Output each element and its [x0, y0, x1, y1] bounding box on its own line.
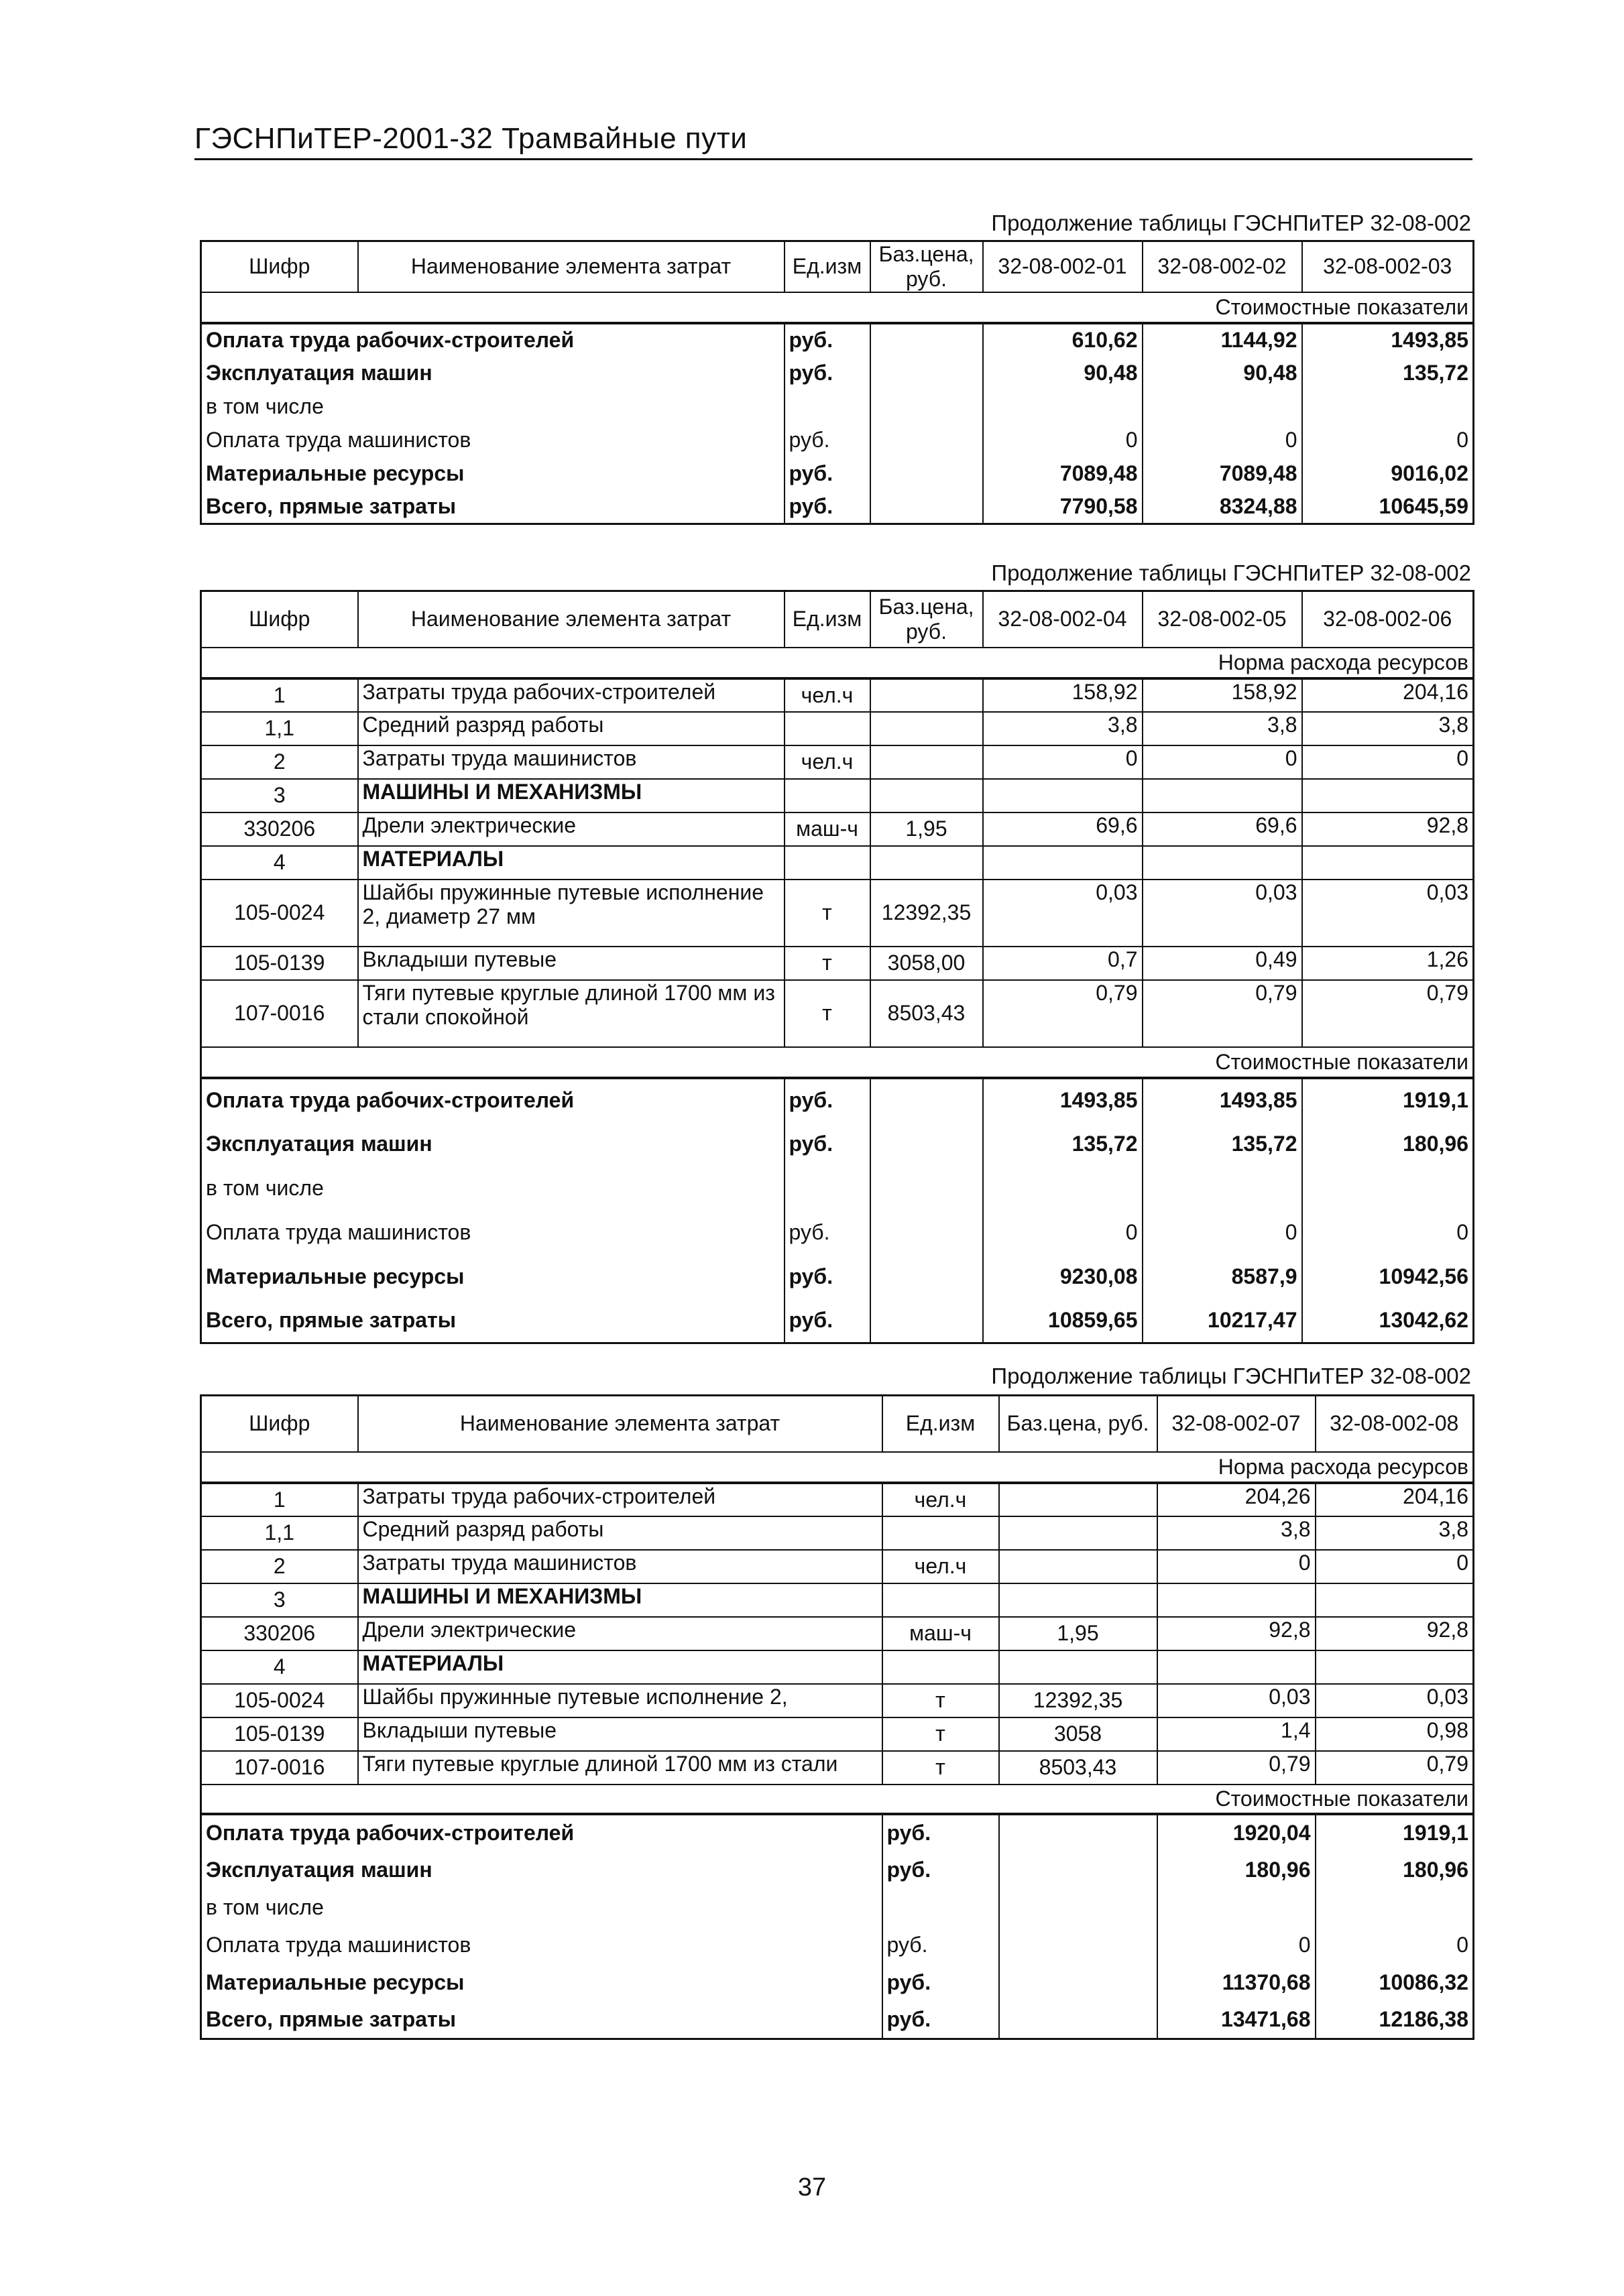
- resource-row: [201, 678, 1474, 712]
- resource-price: 3058,00: [870, 947, 983, 980]
- table3-norm-section-row: [201, 1452, 1474, 1483]
- cost-row: [201, 1255, 1474, 1299]
- cost-item-name: Материальные ресурсы: [201, 1964, 882, 2002]
- cost-item-price: [999, 1964, 1157, 2002]
- resource-code: 105-0139: [201, 1717, 358, 1751]
- cost-item-name: Эксплуатация машин: [201, 357, 785, 390]
- col-header-code-8: 32-08-002-08: [1330, 1411, 1459, 1436]
- cost-item-name: Оплата труда рабочих-строителей: [201, 1814, 882, 1852]
- resource-value: 0,79: [1157, 1751, 1316, 1785]
- cost-value: 90,48: [983, 357, 1143, 390]
- cost-item-unit: руб.: [882, 2002, 999, 2039]
- resource-name: МАТЕРИАЛЫ: [358, 1650, 882, 1684]
- resource-code: 1: [201, 678, 358, 712]
- resource-code: 1: [201, 1483, 358, 1516]
- resource-unit: т: [785, 947, 870, 980]
- resource-unit: чел.ч: [785, 678, 870, 712]
- resource-code: 107-0016: [201, 980, 358, 1047]
- cost-value: 10086,32: [1379, 1970, 1468, 1995]
- section-cost-label: Стоимостные показатели: [201, 292, 1474, 323]
- resource-code: 105-0024: [201, 1684, 358, 1717]
- cost-value: 9230,08: [983, 1255, 1143, 1299]
- resource-value: 0: [983, 745, 1143, 779]
- cost-item-price: [999, 2002, 1157, 2039]
- resource-price: [870, 779, 983, 812]
- cost-value: 1920,04: [1157, 1814, 1316, 1852]
- resource-price: [999, 1516, 1157, 1550]
- resource-price: 1,95: [870, 812, 983, 846]
- resource-value: [1316, 1583, 1474, 1617]
- cost-item-unit: руб.: [785, 424, 870, 457]
- cost-value: 8587,9: [1143, 1255, 1302, 1299]
- resource-row: [201, 1516, 1474, 1550]
- cost-value: 1493,85: [983, 1078, 1143, 1122]
- cost-item-unit: [785, 1166, 870, 1211]
- resource-code: 2: [201, 745, 358, 779]
- cost-value: 1919,1: [1302, 1078, 1474, 1122]
- cost-value: 13042,62: [1379, 1308, 1468, 1333]
- table2-norm-section-row: [201, 648, 1474, 678]
- resource-code: 4: [201, 1650, 358, 1684]
- resource-price: [870, 678, 983, 712]
- resource-price: [999, 1650, 1157, 1684]
- cost-value: [1316, 1889, 1474, 1927]
- table1-header-row: [201, 241, 1474, 292]
- resource-unit: т: [882, 1717, 999, 1751]
- header-rule: [194, 158, 1472, 160]
- cost-item-unit: руб.: [785, 357, 870, 390]
- cost-row: [201, 1964, 1474, 2002]
- resource-value: [983, 779, 1143, 812]
- resource-unit: т: [882, 1684, 999, 1717]
- resource-name: Тяги путевые круглые длиной 1700 мм из стали: [358, 1751, 882, 1785]
- cost-value: 180,96: [1403, 1132, 1468, 1156]
- resource-price: 3058: [999, 1717, 1157, 1751]
- resource-name: Затраты труда машинистов: [358, 745, 785, 779]
- resource-code: 3: [201, 779, 358, 812]
- cost-item-name: Материальные ресурсы: [201, 1255, 785, 1299]
- cost-item-price: [870, 390, 983, 424]
- cost-item-unit: руб.: [882, 1814, 999, 1852]
- cost-item-price: [999, 1927, 1157, 1964]
- resource-value: 0,03: [983, 880, 1143, 947]
- resource-price: 12392,35: [870, 880, 983, 947]
- resource-value: 0,03: [1316, 1684, 1474, 1717]
- resource-name: Затраты труда рабочих-строителей: [358, 678, 785, 712]
- cost-item-unit: руб.: [785, 457, 870, 491]
- resource-row: [201, 779, 1474, 812]
- cost-item-price: [870, 457, 983, 491]
- resource-name: Средний разряд работы: [358, 1516, 882, 1550]
- table3-header-row: [201, 1396, 1474, 1452]
- cost-item-unit: руб.: [785, 1255, 870, 1299]
- resource-value: 92,8: [1316, 1617, 1474, 1650]
- resource-value: 3,8: [1143, 712, 1302, 745]
- cost-value: 0: [983, 1211, 1143, 1255]
- cost-value: 12186,38: [1379, 2007, 1468, 2032]
- resource-row: [201, 1717, 1474, 1751]
- resource-name: МАШИНЫ И МЕХАНИЗМЫ: [358, 779, 785, 812]
- resource-code: 107-0016: [201, 1751, 358, 1785]
- resource-row: [201, 745, 1474, 779]
- resource-value: 3,8: [983, 712, 1143, 745]
- table1-section-row: [201, 292, 1474, 323]
- resource-unit: чел.ч: [882, 1483, 999, 1516]
- cost-row: [201, 2002, 1474, 2039]
- cost-value: 90,48: [1143, 357, 1302, 390]
- cost-item-price: [999, 1889, 1157, 1927]
- resource-unit: маш-ч: [785, 812, 870, 846]
- resource-value: 204,26: [1157, 1483, 1316, 1516]
- cost-value: 0: [983, 424, 1143, 457]
- cost-item-price: [870, 1255, 983, 1299]
- cost-item-name: Оплата труда машинистов: [201, 1927, 882, 1964]
- cost-item-unit: руб.: [785, 1211, 870, 1255]
- cost-item-name: Оплата труда машинистов: [201, 1211, 785, 1255]
- resource-price: 12392,35: [999, 1684, 1157, 1717]
- cost-value: 10942,56: [1379, 1264, 1468, 1289]
- col-header-price: Баз.цена, руб.: [870, 591, 983, 648]
- resource-value: 69,6: [1143, 812, 1302, 846]
- cost-item-name: Всего, прямые затраты: [201, 491, 785, 524]
- resource-row: [201, 980, 1474, 1047]
- resource-value: 0,79: [1316, 1751, 1474, 1785]
- cost-value: 135,72: [983, 1122, 1143, 1166]
- resource-price: [870, 846, 983, 880]
- resource-unit: [785, 846, 870, 880]
- resource-value: 0,79: [1302, 980, 1474, 1047]
- cost-row: [201, 424, 1474, 457]
- cost-value: 0: [1456, 1220, 1468, 1245]
- resource-unit: маш-ч: [882, 1617, 999, 1650]
- resource-value: 204,16: [1316, 1483, 1474, 1516]
- col-header-code-2: 32-08-002-02: [1143, 241, 1302, 292]
- cost-value: 11370,68: [1157, 1964, 1316, 2002]
- resource-value: 0: [1157, 1550, 1316, 1583]
- cost-value: 10859,65: [983, 1299, 1143, 1343]
- resource-row: [201, 1751, 1474, 1785]
- resource-code: 1,1: [201, 712, 358, 745]
- col-header-price: Баз.цена, руб.: [870, 241, 983, 292]
- cost-item-name: в том числе: [201, 1889, 882, 1927]
- cost-item-name: Всего, прямые затраты: [201, 2002, 882, 2039]
- cost-value: 0: [1143, 424, 1302, 457]
- col-header-code-7: 32-08-002-07: [1157, 1396, 1316, 1452]
- resource-row: [201, 1684, 1474, 1717]
- resource-unit: [785, 712, 870, 745]
- resource-code: 330206: [201, 812, 358, 846]
- resource-row: [201, 880, 1474, 947]
- cost-item-price: [870, 491, 983, 524]
- cost-item-unit: руб.: [882, 1852, 999, 1889]
- cost-item-unit: [785, 390, 870, 424]
- cost-row: [201, 1078, 1474, 1122]
- resource-name: МАТЕРИАЛЫ: [358, 846, 785, 880]
- resource-value: [983, 846, 1143, 880]
- cost-item-name: Материальные ресурсы: [201, 457, 785, 491]
- resource-code: 3: [201, 1583, 358, 1617]
- cost-value: 7790,58: [983, 491, 1143, 524]
- col-header-code: Шифр: [201, 591, 358, 648]
- table2-continuation-caption: Продолжение таблицы ГЭСНПиТЕР 32-08-002: [991, 560, 1471, 585]
- resource-price: [999, 1550, 1157, 1583]
- resource-value: 0,03: [1157, 1684, 1316, 1717]
- resource-row: [201, 712, 1474, 745]
- cost-row: [201, 1889, 1474, 1927]
- col-header-code-4: 32-08-002-04: [983, 591, 1143, 648]
- cost-row: [201, 457, 1474, 491]
- cost-value: [983, 390, 1143, 424]
- resource-value: [1157, 1650, 1316, 1684]
- section-norm-label: Норма расхода ресурсов: [201, 1452, 1474, 1483]
- resource-value: [1302, 779, 1474, 812]
- table2: [200, 590, 1474, 1344]
- cost-item-price: [870, 1078, 983, 1122]
- resource-name: Вкладыши путевые: [358, 1717, 882, 1751]
- resource-code: 2: [201, 1550, 358, 1583]
- cost-value: 0: [1456, 428, 1468, 452]
- col-header-name: Наименование элемента затрат: [358, 591, 785, 648]
- cost-item-name: Всего, прямые затраты: [201, 1299, 785, 1343]
- cost-item-price: [870, 1299, 983, 1343]
- cost-value: 0: [1157, 1927, 1316, 1964]
- table2-cost-section-row: [201, 1047, 1474, 1078]
- cost-item-price: [870, 1166, 983, 1211]
- resource-name: Средний разряд работы: [358, 712, 785, 745]
- cost-value: 1493,85: [1143, 1078, 1302, 1122]
- cost-value: 1493,85: [1302, 323, 1474, 357]
- resource-row: [201, 1650, 1474, 1684]
- resource-value: 3,8: [1302, 712, 1474, 745]
- resource-code: 330206: [201, 1617, 358, 1650]
- resource-unit: т: [785, 980, 870, 1047]
- col-header-unit: Ед.изм: [785, 591, 870, 648]
- page-title: ГЭСНПиТЕР-2001-32 Трамвайные пути: [194, 122, 748, 155]
- resource-price: [870, 712, 983, 745]
- resource-unit: т: [785, 880, 870, 947]
- cost-value: 180,96: [1157, 1852, 1316, 1889]
- cost-item-price: [999, 1852, 1157, 1889]
- resource-row: [201, 947, 1474, 980]
- cost-item-price: [870, 1211, 983, 1255]
- col-header-unit: Ед.изм: [785, 241, 870, 292]
- resource-value: 0,03: [1302, 880, 1474, 947]
- col-header-price: Баз.цена, руб.: [999, 1396, 1157, 1452]
- cost-value: 610,62: [983, 323, 1143, 357]
- cost-value: 13471,68: [1157, 2002, 1316, 2039]
- cost-item-name: в том числе: [201, 390, 785, 424]
- resource-price: 8503,43: [999, 1751, 1157, 1785]
- table3: [200, 1394, 1474, 2040]
- col-header-code: Шифр: [201, 1396, 358, 1452]
- cost-row: [201, 1814, 1474, 1852]
- cost-item-unit: руб.: [882, 1927, 999, 1964]
- resource-value: 0: [1316, 1550, 1474, 1583]
- resource-row: [201, 1483, 1474, 1516]
- cost-item-name: Эксплуатация машин: [201, 1852, 882, 1889]
- resource-value: 0,03: [1143, 880, 1302, 947]
- resource-name: Затраты труда рабочих-строителей: [358, 1483, 882, 1516]
- resource-name: Дрели электрические: [358, 812, 785, 846]
- resource-code: 105-0024: [201, 880, 358, 947]
- cost-value: 10645,59: [1379, 494, 1468, 519]
- cost-item-name: в том числе: [201, 1166, 785, 1211]
- cost-item-price: [870, 357, 983, 390]
- resource-value: [1316, 1650, 1474, 1684]
- resource-unit: [882, 1583, 999, 1617]
- table1: [200, 240, 1474, 525]
- cost-item-name: Оплата труда машинистов: [201, 424, 785, 457]
- cost-row: [201, 1211, 1474, 1255]
- cost-value: 9016,02: [1391, 461, 1468, 486]
- col-header-code-6: 32-08-002-06: [1323, 607, 1452, 631]
- resource-value: 69,6: [983, 812, 1143, 846]
- cost-value: [983, 1166, 1143, 1211]
- cost-value: 1919,1: [1316, 1814, 1474, 1852]
- col-header-name: Наименование элемента затрат: [358, 1396, 882, 1452]
- cost-item-unit: руб.: [785, 1299, 870, 1343]
- resource-price: [999, 1583, 1157, 1617]
- cost-item-price: [999, 1814, 1157, 1852]
- cost-row: [201, 1299, 1474, 1343]
- cost-value: [1143, 390, 1302, 424]
- cost-row: [201, 1166, 1474, 1211]
- col-header-code-5: 32-08-002-05: [1143, 591, 1302, 648]
- resource-unit: т: [882, 1751, 999, 1785]
- resource-value: 204,16: [1302, 678, 1474, 712]
- cost-value: 10217,47: [1143, 1299, 1302, 1343]
- resource-price: 1,95: [999, 1617, 1157, 1650]
- resource-unit: чел.ч: [785, 745, 870, 779]
- col-header-code-1: 32-08-002-01: [983, 241, 1143, 292]
- cost-value: 1144,92: [1143, 323, 1302, 357]
- cost-value: [1302, 1166, 1474, 1211]
- resource-row: [201, 1550, 1474, 1583]
- resource-name: Вкладыши путевые: [358, 947, 785, 980]
- resource-value: 0: [1143, 745, 1302, 779]
- section-cost-label: Стоимостные показатели: [201, 1047, 1474, 1078]
- cost-row: [201, 1122, 1474, 1166]
- cost-row: [201, 390, 1474, 424]
- resource-name: Затраты труда машинистов: [358, 1550, 882, 1583]
- cost-item-unit: руб.: [785, 1078, 870, 1122]
- resource-value: [1143, 846, 1302, 880]
- col-header-code: Шифр: [201, 241, 358, 292]
- col-header-name: Наименование элемента затрат: [358, 241, 785, 292]
- cost-row: [201, 357, 1474, 390]
- resource-value: 1,26: [1302, 947, 1474, 980]
- cost-value: 7089,48: [983, 457, 1143, 491]
- resource-unit: [882, 1516, 999, 1550]
- cost-value: 8324,88: [1143, 491, 1302, 524]
- cost-item-name: Оплата труда рабочих-строителей: [201, 1078, 785, 1122]
- cost-value: 135,72: [1403, 361, 1468, 385]
- resource-code: 1,1: [201, 1516, 358, 1550]
- resource-unit: [785, 779, 870, 812]
- resource-row: [201, 812, 1474, 846]
- cost-value: 0: [1456, 1933, 1468, 1957]
- resource-value: 0: [1302, 745, 1474, 779]
- cost-item-price: [870, 424, 983, 457]
- resource-value: 1,4: [1157, 1717, 1316, 1751]
- resource-value: 3,8: [1316, 1516, 1474, 1550]
- table2-header-row: [201, 591, 1474, 648]
- table1-continuation-caption: Продолжение таблицы ГЭСНПиТЕР 32-08-002: [991, 210, 1471, 235]
- resource-name: Шайбы пружинные путевые исполнение 2, диаметр 27 мм: [358, 880, 785, 947]
- resource-price: 8503,43: [870, 980, 983, 1047]
- col-header-code-3: 32-08-002-03: [1323, 254, 1452, 279]
- resource-value: 0,98: [1316, 1717, 1474, 1751]
- resource-value: 0,49: [1143, 947, 1302, 980]
- cost-item-unit: руб.: [882, 1964, 999, 2002]
- resource-name: МАШИНЫ И МЕХАНИЗМЫ: [358, 1583, 882, 1617]
- cost-value: [1302, 390, 1474, 424]
- cost-item-unit: [882, 1889, 999, 1927]
- cost-item-price: [870, 1122, 983, 1166]
- cost-value: 7089,48: [1143, 457, 1302, 491]
- cost-item-price: [870, 323, 983, 357]
- resource-value: [1157, 1583, 1316, 1617]
- cost-item-unit: руб.: [785, 323, 870, 357]
- cost-row: [201, 323, 1474, 357]
- resource-value: 3,8: [1157, 1516, 1316, 1550]
- table3-cost-section-row: [201, 1785, 1474, 1814]
- section-norm-label: Норма расхода ресурсов: [201, 648, 1474, 678]
- resource-value: 158,92: [983, 678, 1143, 712]
- resource-unit: [882, 1650, 999, 1684]
- resource-code: 4: [201, 846, 358, 880]
- resource-value: 92,8: [1157, 1617, 1316, 1650]
- cost-value: [1143, 1166, 1302, 1211]
- resource-name: Тяги путевые круглые длиной 1700 мм из стали спокойной: [358, 980, 785, 1047]
- resource-row: [201, 1583, 1474, 1617]
- resource-value: [1302, 846, 1474, 880]
- resource-name: Шайбы пружинные путевые исполнение 2,: [358, 1684, 882, 1717]
- cost-value: 180,96: [1403, 1858, 1468, 1882]
- cost-row: [201, 491, 1474, 524]
- resource-value: 0,7: [983, 947, 1143, 980]
- cost-value: 135,72: [1143, 1122, 1302, 1166]
- section-cost-label: Стоимостные показатели: [201, 1785, 1474, 1814]
- resource-price: [999, 1483, 1157, 1516]
- resource-row: [201, 846, 1474, 880]
- resource-value: 158,92: [1143, 678, 1302, 712]
- cost-value: 0: [1143, 1211, 1302, 1255]
- page-number: 37: [797, 2173, 827, 2201]
- resource-value: 92,8: [1302, 812, 1474, 846]
- col-header-unit: Ед.изм: [882, 1396, 999, 1452]
- resource-price: [870, 745, 983, 779]
- resource-name: Дрели электрические: [358, 1617, 882, 1650]
- cost-item-name: Оплата труда рабочих-строителей: [201, 323, 785, 357]
- resource-value: 0,79: [983, 980, 1143, 1047]
- resource-value: 0,79: [1143, 980, 1302, 1047]
- resource-value: [1143, 779, 1302, 812]
- resource-row: [201, 1617, 1474, 1650]
- cost-row: [201, 1852, 1474, 1889]
- cost-item-unit: руб.: [785, 491, 870, 524]
- cost-value: [1157, 1889, 1316, 1927]
- resource-unit: чел.ч: [882, 1550, 999, 1583]
- cost-item-name: Эксплуатация машин: [201, 1122, 785, 1166]
- cost-row: [201, 1927, 1474, 1964]
- resource-code: 105-0139: [201, 947, 358, 980]
- cost-item-unit: руб.: [785, 1122, 870, 1166]
- table3-continuation-caption: Продолжение таблицы ГЭСНПиТЕР 32-08-002: [991, 1364, 1471, 1388]
